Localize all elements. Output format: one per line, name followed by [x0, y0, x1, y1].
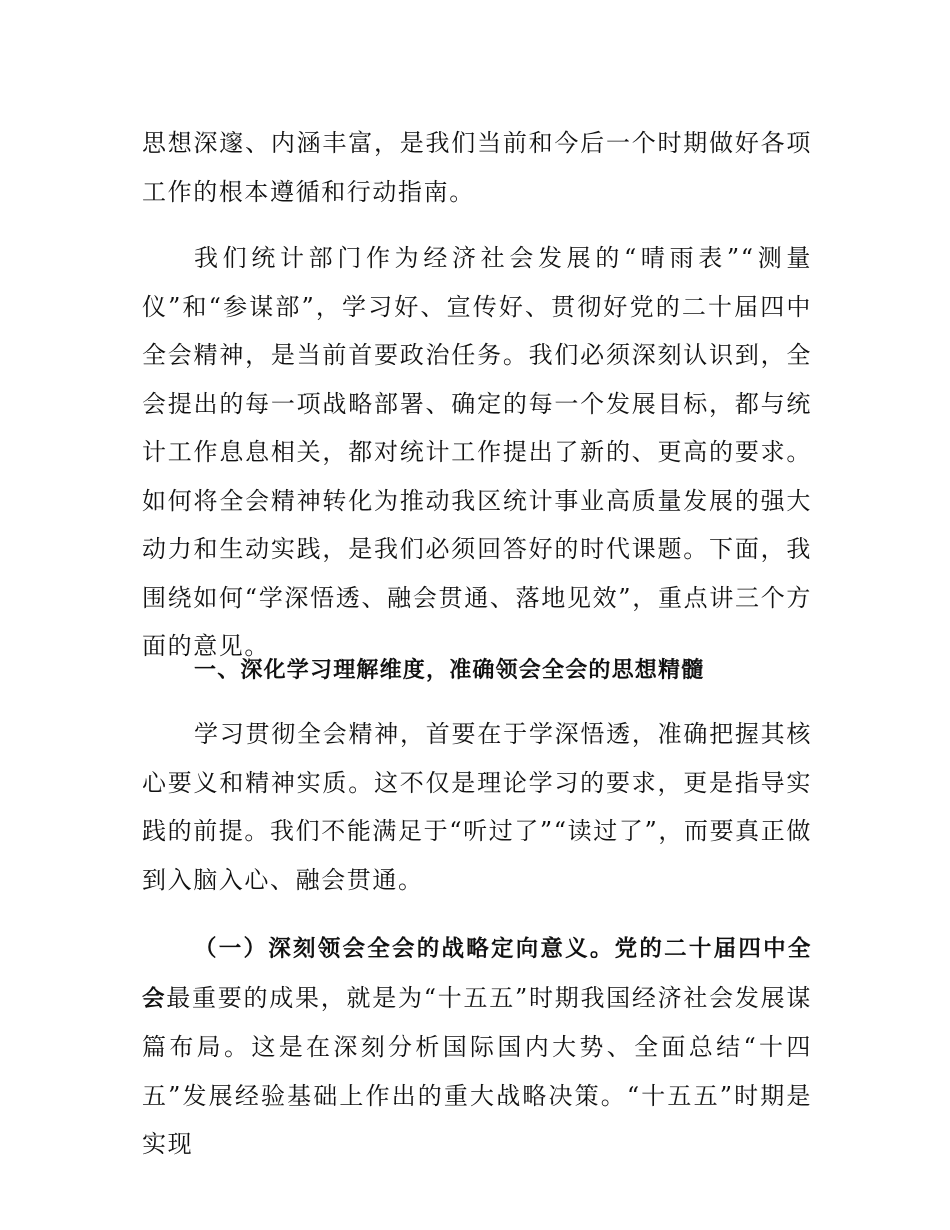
paragraph-statistics-department: 我们统计部门作为经济社会发展的“晴雨表”“测量仪”和“参谋部”，学习好、宣传好、贯彻好党的二十届四中全会精神，是当前首要政治任务。我们必须深刻认识到，全会提出的每一项战略部署、确定的每一个发展目标，都与统计工作息息相关，都对统计工作提出了新的、更高的要求。如何将全会精神转化为推动我区统计事业高质量发展的强大动力和生动实践，是我们必须回答好的时代课题。下面，我围绕如何“学深悟透、融会贯通、落地见效”，重点讲三个方面的意见。 [142, 244, 812, 660]
section-heading-1: 一、深化学习理解维度，准确领会全会的思想精髓 [194, 658, 705, 683]
paragraph-study-understanding: 学习贯彻全会精神，首要在于学深悟透，准确把握其核心要义和精神实质。这不仅是理论学习的要求，更是指导实践的前提。我们不能满足于“听过了”“读过了”，而要真正做到入脑入心、融会贯通。 [142, 720, 812, 894]
subheading-strategic-orientation: （一）深刻领会全会的战略定向意义。党的二十届四中全会 [142, 936, 812, 1012]
paragraph-strategic-orientation [142, 924, 812, 1169]
paragraph-strategic-orientation-body: 最重要的成果，就是为“十五五”时期我国经济社会发展谋篇布局。这是在深刻分析国际国内大势、全面总结“十四五”发展经验基础上作出的重大战略决策。“十五五”时期是实现 [142, 983, 812, 1158]
paragraph-intro-continuation: 思想深邃、内涵丰富，是我们当前和今后一个时期做好各项工作的根本遵循和行动指南。 [142, 129, 812, 206]
